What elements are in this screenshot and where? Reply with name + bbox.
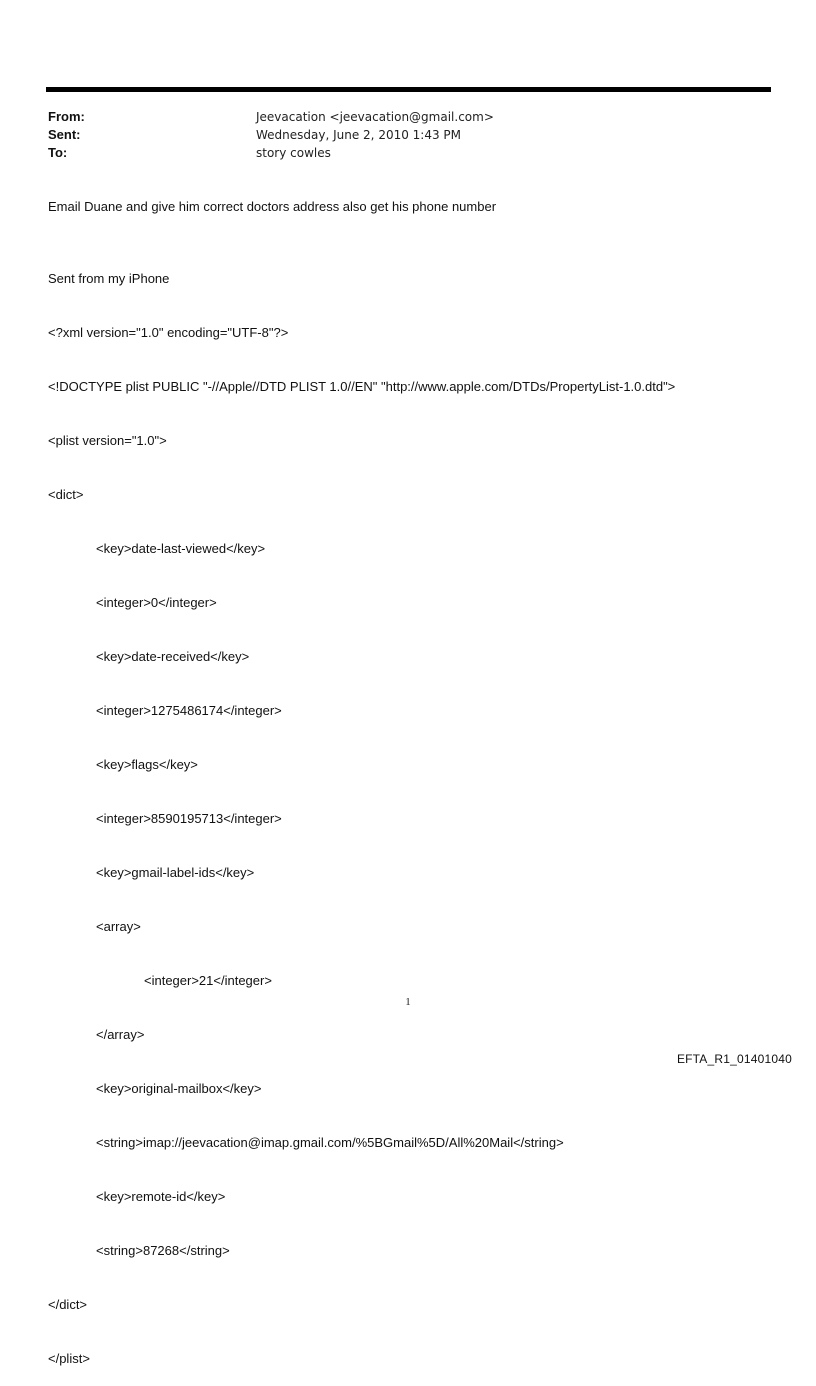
dict-close: </dict>: [48, 1297, 88, 1312]
plist-close: </plist>: [48, 1351, 90, 1366]
array-open: <array>: [96, 919, 141, 934]
plist-value: <string>87268</string>: [96, 1243, 230, 1258]
plist-key: <key>gmail-label-ids</key>: [96, 865, 255, 880]
array-close: </array>: [96, 1027, 145, 1042]
plist-block: [48, 234, 675, 1386]
header-divider: [46, 87, 771, 92]
to-label: To:: [48, 145, 68, 160]
from-value: Jeevacation <jeevacation@gmail.com>: [256, 110, 494, 124]
plist-key: <key>original-mailbox</key>: [96, 1081, 262, 1096]
from-label: From:: [48, 109, 85, 124]
email-header: [48, 108, 494, 162]
xml-declaration: <?xml version="1.0" encoding="UTF-8"?>: [48, 325, 289, 340]
array-item: <integer>21</integer>: [144, 973, 272, 988]
to-row: [48, 144, 494, 162]
email-message: Email Duane and give him correct doctors address also get his phone number: [48, 199, 497, 214]
to-value: story cowles: [256, 146, 331, 160]
plist-open: <plist version="1.0">: [48, 433, 167, 448]
sent-row: [48, 126, 494, 144]
from-row: [48, 108, 494, 126]
document-id: EFTA_R1_01401040: [676, 1052, 792, 1066]
signature-line: Sent from my iPhone: [48, 271, 170, 286]
plist-key: <key>remote-id</key>: [96, 1189, 226, 1204]
plist-value: <integer>1275486174</integer>: [96, 703, 282, 718]
plist-value: <integer>8590195713</integer>: [96, 811, 282, 826]
plist-key: <key>date-received</key>: [96, 649, 250, 664]
dict-open: <dict>: [48, 487, 84, 502]
sent-label: Sent:: [48, 127, 81, 142]
plist-key: <key>date-last-viewed</key>: [96, 541, 266, 556]
sent-value: Wednesday, June 2, 2010 1:43 PM: [256, 128, 462, 142]
plist-key: <key>flags</key>: [96, 757, 198, 772]
plist-value: <integer>0</integer>: [96, 595, 217, 610]
doctype-line: <!DOCTYPE plist PUBLIC "-//Apple//DTD PLIST 1.0//EN" "http://www.apple.com/DTDs/PropertyList-1.0.dtd">: [48, 379, 676, 394]
page-number: 1: [405, 996, 411, 1008]
plist-value: <string>imap://jeevacation@imap.gmail.com/%5BGmail%5D/All%20Mail</string>: [96, 1135, 564, 1150]
